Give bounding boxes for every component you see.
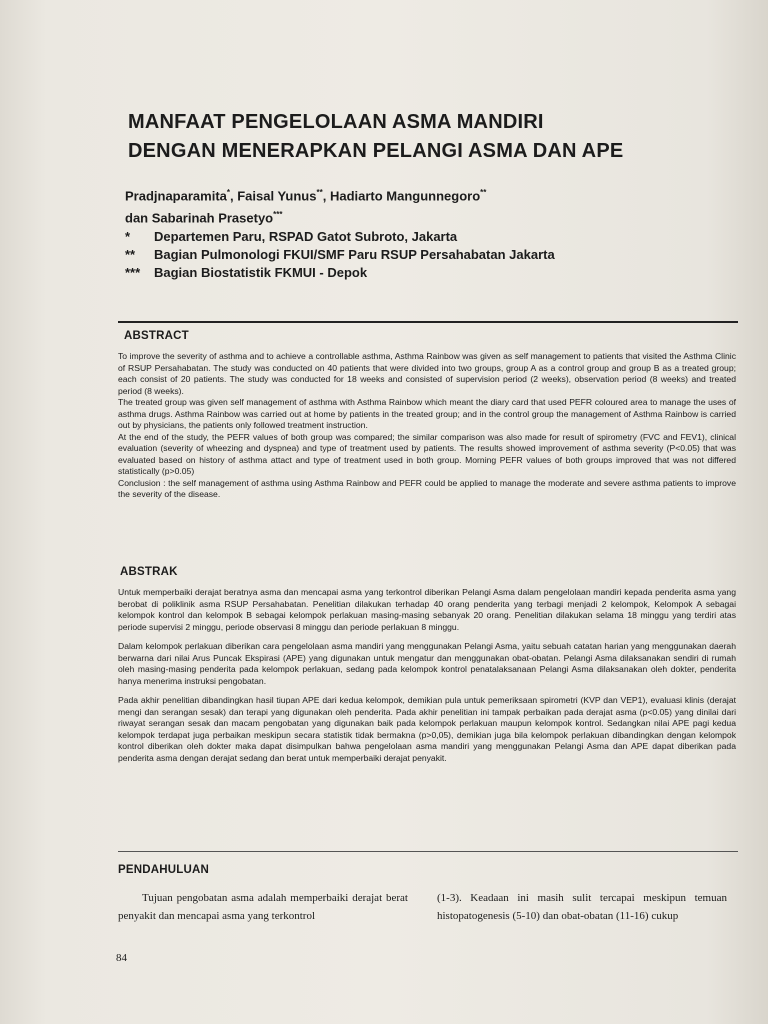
affiliation-item xyxy=(125,246,725,264)
affiliation-text: Bagian Biostatistik FKMUI - Depok xyxy=(154,265,368,280)
author-1: Pradjnaparamita xyxy=(125,188,227,204)
affiliation-item xyxy=(125,228,725,246)
affiliation-mark: ** xyxy=(125,247,136,262)
header-divider xyxy=(118,321,738,323)
intro-column-left: Tujuan pengobatan asma adalah memperbaiki derajat berat penyakit dan mencapai asma yang terkontrol xyxy=(118,892,408,922)
abstrak-paragraph-2: Dalam kelompok perlakuan diberikan cara pengelolaan asma mandiri yang menggunakan Pelangi Asma, yaitu sebuah catatan harian yang menggunakan daerah berwarna dari nilai Arus Puncak Ekspirasi (APE) yang digunakan untuk mengatur dan menggunakan obat-obatan. Pelangi Asma dilaksanakan sendiri di rumah oleh masing-masing penderita pada kelompok perlakuan, sedang pada kelompok kontrol penatalaksanaan Pelangi Asma dilaksanakan oleh dokter, penderita hanya menerima instruksi pengobatan. xyxy=(118,641,736,686)
author-1-mark: * xyxy=(226,188,230,197)
author-3-mark: ** xyxy=(480,188,487,197)
section-divider xyxy=(118,851,738,852)
abstract-paragraph-4: Conclusion : the self management of asthma using Asthma Rainbow and PEFR could be applied to manage the moderate and severe asthma patients to improve the severity of the disease. xyxy=(118,477,736,499)
abstract-paragraph-3: At the end of the study, the PEFR values of both group was compared; the similar comparison was also made for result of spirometry (FVC and FEV1), clinical evaluation (severity of wheezing and dyspnea) and type of treatment used by patients. The results showed improvement of asthma severity (P<0.05) that was evaluated based on history of asthma attact and type of treatment used in both group. Morning PEFR values of both groups improved that was not differed statistically (p>0.05) xyxy=(118,431,736,476)
author-2-mark: ** xyxy=(316,188,323,197)
abstract-paragraph-1: To improve the severity of asthma and to achieve a controllable asthma, Asthma Rainbow was given as self management to patients that visited the Asthma Clinic of RSUP Persahabatan. The study was conducted on 40 patients that were divided into two groups, group A as a control group and group B as a treated group; each consist of 20 patients. The study was conducted for 18 weeks and consisted of supervision period (2 weeks), observation period (8 weeks) and treated period (8 weeks). xyxy=(118,351,736,396)
title-line-2: DENGAN MENERAPKAN PELANGI ASMA DAN APE xyxy=(128,140,624,162)
intro-column-right: (1-3). Keadaan ini masih sulit tercapai meskipun temuan histopatogenesis (5-10) dan obat-obatan (11-16) cukup xyxy=(437,892,727,922)
affiliation-list xyxy=(125,228,725,282)
abstrak-heading: ABSTRAK xyxy=(120,566,178,578)
pendahuluan-heading: PENDAHULUAN xyxy=(118,864,210,876)
abstract-paragraph-2: The treated group was given self management of asthma with Asthma Rainbow which meant the diary card that used PEFR coloured area to manage the uses of asthma drugs. Asthma Rainbow was carried out at home by patients in the treated group; and in the control group the management of Asthma Rainbow is carried out by physicians, the patients only followed treatment instruction. xyxy=(118,397,736,430)
page-number: 84 xyxy=(116,952,127,964)
affiliation-text: Bagian Pulmonologi FKUI/SMF Paru RSUP Persahabatan Jakarta xyxy=(154,247,555,262)
title-line-1: MANFAAT PENGELOLAAN ASMA MANDIRI xyxy=(128,111,544,133)
author-4: dan Sabarinah Prasetyo xyxy=(125,210,274,226)
author-list: Pradjnaparamita*, Faisal Yunus**, Hadiarto Mangunnegoro** dan Sabarinah Prasetyo*** xyxy=(125,188,487,226)
affiliation-text: Departemen Paru, RSPAD Gatot Subroto, Jakarta xyxy=(154,229,458,244)
article-title xyxy=(128,108,728,166)
abstrak-paragraph-1: Untuk memperbaiki derajat beratnya asma dan mencapai asma yang terkontrol diberikan Pelangi Asma dalam pengelolaan mandiri kepada penderita asma yang berobat di poliklinik asma RSUP Persahabatan. Penelitian dilakukan terhadap 40 orang penderita yang terbagi menjadi 2 kelompok, Kelompok A sebagai kelompok kontrol dan kelompok B sebagai kelompok perlakuan masing-masing sebanyak 20 orang. Penelitian dilakukan selama 18 minggu yang terdiri atas periode supervisi 2 minggu, periode observasi 8 minggu dan periode perlakuan 8 minggu. xyxy=(118,587,736,632)
affiliation-item xyxy=(125,264,725,282)
abstrak-body xyxy=(118,587,736,764)
abstract-heading: ABSTRACT xyxy=(124,330,189,342)
affiliation-mark: *** xyxy=(125,265,141,280)
affiliation-mark: * xyxy=(125,229,131,244)
author-2: Faisal Yunus xyxy=(237,188,317,204)
abstrak-paragraph-3: Pada akhir penelitian dibandingkan hasil tiupan APE dari kedua kelompok, demikian pula untuk pemeriksaan spirometri (KVP dan VEP1), evaluasi klinis (derajat mengi dan serangan sesak) dan terapi yang digunakan oleh penderita. Pada akhir penelitian ini tampak perbaikan pada derajat asma (p<0.05) yang dinilai dari riwayat serangan sesak dan macam pengobatan yang digunakan baik pada kelompok perlakuan maupun kelompok kontrol. Sedangkan nilai APE pagi kedua kelompok terdapat juga perbaikan meskipun secara statistik tidak bermakna (p>0,05), demikian juga bila kelompok perlakuan dibandingkan dengan kelompok kontrol diberikan oleh dokter maka dapat disimpulkan bahwa pengelolaan asma mandiri yang menggunakan Pelangi Asma dan APE dapat diberikan pada penderita asma dengan derajat sedang dan berat untuk memperbaiki derajat penyakit. xyxy=(118,695,736,763)
author-4-mark: *** xyxy=(273,210,283,220)
abstract-body xyxy=(118,351,736,501)
author-3: Hadiarto Mangunnegoro xyxy=(329,188,481,204)
